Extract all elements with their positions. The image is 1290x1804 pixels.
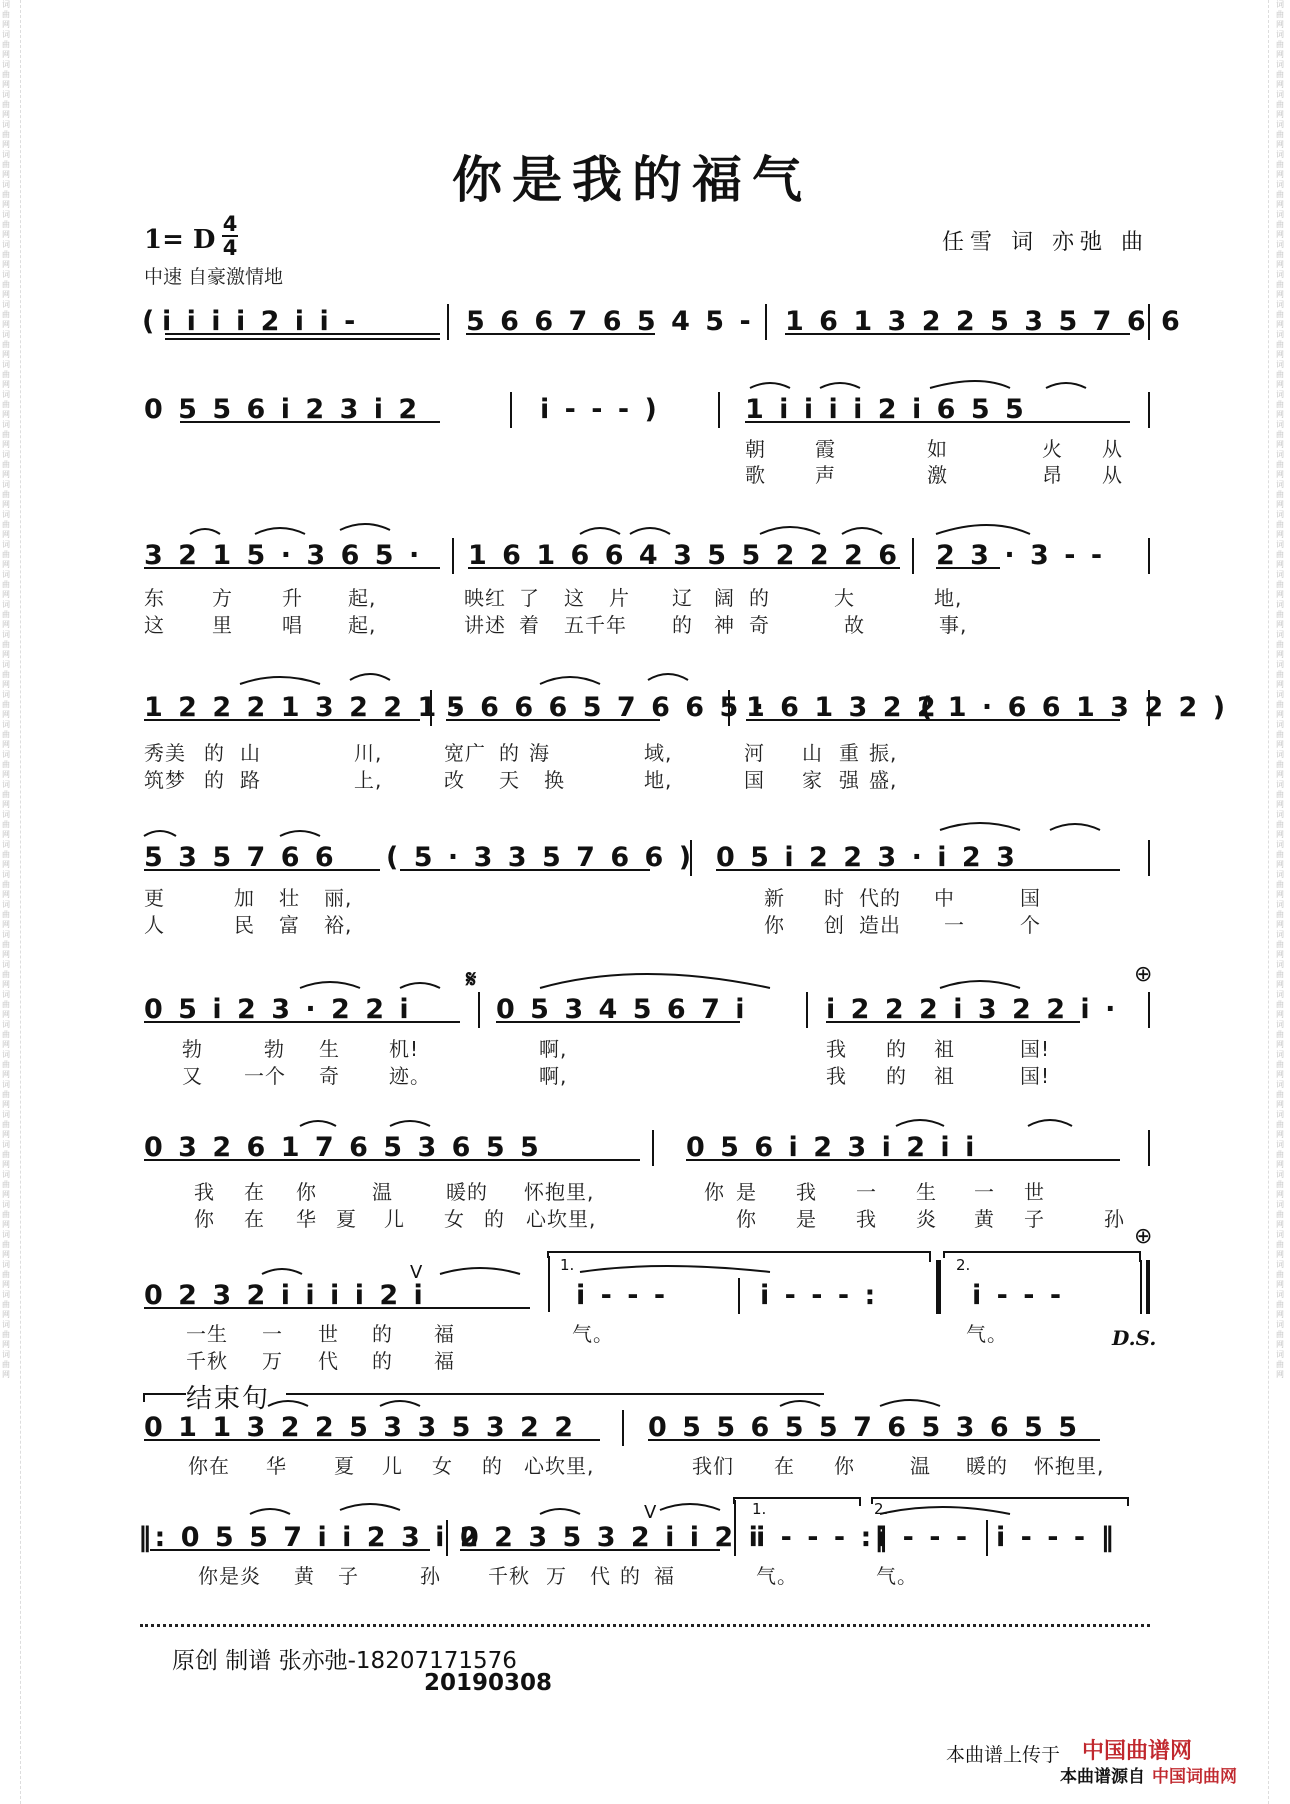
lyric-syllable: 这 xyxy=(564,586,585,610)
slur xyxy=(240,677,320,684)
lyric-syllable: 五千年 xyxy=(564,613,627,637)
lyric-syllable: 事, xyxy=(939,613,968,637)
lyric-syllable: 福 xyxy=(434,1349,455,1373)
lyric-syllable: 映红 xyxy=(464,586,506,610)
ending-section-label: 结束句 xyxy=(186,1384,271,1414)
row8-measure2: i - - - xyxy=(576,1280,669,1311)
row10-measure5: i - - - ‖ xyxy=(996,1522,1117,1553)
slur xyxy=(880,1400,940,1406)
slur xyxy=(300,1121,336,1126)
slur xyxy=(580,528,620,534)
row1-open-paren: ( xyxy=(142,306,158,337)
repeat-end-barline xyxy=(936,1260,941,1314)
barline xyxy=(1148,1130,1150,1166)
lyric-syllable: 昂 xyxy=(1042,463,1063,487)
side-watermark-left: 词曲网词曲网词曲网词曲网词曲网词曲网词曲网词曲网词曲网词曲网词曲网词曲网词曲网词曲网词曲网词曲网词曲网词曲网词曲网词曲网词曲网词曲网词曲网词曲网词曲网词曲网词曲网词曲网词曲网词曲网词曲网词曲网词曲网词曲网词曲网词曲网词曲网词曲网词曲网词曲网词曲网词曲网词曲网词曲网词曲网词曲网 xyxy=(2,0,10,1379)
lyric-syllable: 地, xyxy=(644,768,673,792)
lyric-syllable: 我 xyxy=(826,1064,847,1088)
lyric-syllable: 富 xyxy=(279,913,300,937)
barline xyxy=(1148,840,1150,876)
slur xyxy=(750,383,790,388)
barline xyxy=(548,1256,550,1312)
lyric-syllable: 秀美 xyxy=(144,741,186,765)
barline xyxy=(652,1130,654,1166)
volta-bracket xyxy=(944,1252,1140,1262)
upload-note: 本曲谱上传于 xyxy=(946,1744,1061,1766)
coda-icon: ⊕ xyxy=(1134,1224,1153,1249)
lyric-syllable: 阔 xyxy=(714,586,735,610)
slur xyxy=(760,527,820,534)
lyric-syllable: 我 xyxy=(826,1037,847,1061)
slur xyxy=(268,1401,308,1406)
lyric-syllable: 夏 xyxy=(334,1454,355,1478)
date-stamp: 20190308 xyxy=(424,1670,553,1696)
coda-icon: ⊕ xyxy=(1134,962,1153,987)
lyric-syllable: 升 xyxy=(282,586,303,610)
ciqu-logo[interactable]: 中国词曲网 xyxy=(1152,1767,1237,1787)
lyric-syllable: 女 xyxy=(444,1207,465,1231)
slur xyxy=(630,528,670,534)
source-note: 本曲谱源自 xyxy=(1060,1767,1145,1787)
lyric-syllable: 女 xyxy=(432,1454,453,1478)
lyric-syllable: 世 xyxy=(318,1322,339,1346)
lyric-syllable: 的 xyxy=(672,613,693,637)
lyric-syllable: 如 xyxy=(927,437,948,461)
slur xyxy=(940,823,1020,830)
lyric-syllable: 故 xyxy=(844,613,865,637)
slur xyxy=(350,674,390,680)
lyric-syllable: 生 xyxy=(916,1180,937,1204)
barline xyxy=(986,1520,988,1556)
lyric-syllable: 啊, xyxy=(539,1037,568,1061)
row3-measure2: 1 6 1 6 6 4 3 5 5 2 2 2 6 xyxy=(468,540,901,571)
lyric-syllable: 山 xyxy=(802,741,823,765)
time-signature-top: 4 xyxy=(222,212,238,236)
row3-measure1: 3 2 1 5 · 3 6 5 · xyxy=(144,540,423,571)
lyric-syllable: 的 xyxy=(620,1564,641,1588)
side-watermark-right: 词曲网词曲网词曲网词曲网词曲网词曲网词曲网词曲网词曲网词曲网词曲网词曲网词曲网词曲网词曲网词曲网词曲网词曲网词曲网词曲网词曲网词曲网词曲网词曲网词曲网词曲网词曲网词曲网词曲网词曲网词曲网词曲网词曲网词曲网词曲网词曲网词曲网词曲网词曲网词曲网词曲网词曲网词曲网词曲网词曲网词曲网 xyxy=(1276,0,1284,1379)
lyric-syllable: 声 xyxy=(815,463,836,487)
volta-1-label: 1. xyxy=(752,1500,767,1518)
lyric-syllable: 川, xyxy=(354,741,383,765)
lyric-syllable: 我 xyxy=(856,1207,877,1231)
slur xyxy=(842,528,882,534)
row8-measure4: i - - - xyxy=(972,1280,1065,1311)
row2-measure1: 0 5 5 6 i 2 3 i 2 xyxy=(144,394,421,425)
lyric-syllable: 一个 xyxy=(244,1064,286,1088)
lyric-syllable: 里 xyxy=(212,613,233,637)
lyric-syllable: 世 xyxy=(1024,1180,1045,1204)
lyric-syllable: 心坎里, xyxy=(524,1454,595,1478)
barline xyxy=(1148,538,1150,574)
lyric-syllable: 奇 xyxy=(749,613,770,637)
row4-measure1: 1 2 2 2 1 3 2 2 1 · xyxy=(144,692,465,723)
lyric-syllable: 温 xyxy=(372,1180,393,1204)
lyric-syllable: 代 xyxy=(590,1564,611,1588)
barline xyxy=(728,690,730,726)
lyric-syllable: 你在 xyxy=(188,1454,230,1478)
ds-marking: D.S. xyxy=(1112,1326,1157,1350)
lyric-syllable: 壮 xyxy=(279,886,300,910)
lyric-syllable: 片 xyxy=(609,586,630,610)
lyric-syllable: 迹。 xyxy=(389,1064,431,1088)
lyric-syllable: 天 xyxy=(499,768,520,792)
lyric-syllable: 家 xyxy=(802,768,823,792)
lyric-syllable: 华 xyxy=(296,1207,317,1231)
lyric-syllable: 域, xyxy=(644,741,673,765)
row9-measure2: 0 5 5 6 5 5 7 6 5 3 6 5 5 xyxy=(648,1412,1081,1443)
lyric-syllable: 勃 xyxy=(182,1037,203,1061)
volta-2-label: 2. xyxy=(956,1256,971,1274)
lyric-syllable: 你 xyxy=(764,913,785,937)
lyric-syllable: 在 xyxy=(774,1454,795,1478)
lyric-syllable: 祖 xyxy=(934,1064,955,1088)
tie xyxy=(880,1507,1010,1514)
row5-interlude: ( 5 · 3 3 5 7 6 6 ) xyxy=(386,842,695,873)
lyric-syllable: 子 xyxy=(1024,1207,1045,1231)
row10-measure2: 0 2 3 5 3 2 i i 2 i xyxy=(460,1522,761,1553)
lyric-syllable: 丽, xyxy=(324,886,353,910)
slur xyxy=(340,524,390,530)
row4-measure3b: ( 1 · 6 6 1 3 2 2 ) xyxy=(920,692,1229,723)
lyric-syllable: 振, xyxy=(869,741,898,765)
slur xyxy=(540,974,770,988)
slur xyxy=(896,1120,944,1126)
lyric-syllable: 重 xyxy=(839,741,860,765)
lyric-syllable: 儿 xyxy=(384,1207,405,1231)
slur xyxy=(440,1268,520,1274)
lyric-syllable: 在 xyxy=(244,1207,265,1231)
row1-measure1: i i i i 2 i i - xyxy=(162,306,359,337)
slur xyxy=(540,1509,580,1514)
lyric-syllable: 盛, xyxy=(869,768,898,792)
row1-measure3: 1 6 1 3 2 2 5 3 5 7 6 6 xyxy=(785,306,1183,337)
lyric-syllable: 方 xyxy=(212,586,233,610)
arranger-credit: 原创 制谱 张亦弛-18207171576 xyxy=(172,1648,517,1674)
lyric-syllable: 子 xyxy=(338,1564,359,1588)
barline xyxy=(446,1520,448,1556)
lyric-syllable: 从 xyxy=(1102,463,1123,487)
lyric-syllable: 的 xyxy=(886,1037,907,1061)
slur xyxy=(280,831,320,836)
lyric-syllable: 怀抱里, xyxy=(1034,1454,1105,1478)
slur xyxy=(780,1401,820,1406)
lyric-syllable: 国! xyxy=(1020,1064,1051,1088)
lyric-syllable: 东 xyxy=(144,586,165,610)
lyric-syllable: 一 xyxy=(856,1180,877,1204)
lyric-syllable: 路 xyxy=(240,768,261,792)
tie xyxy=(580,1266,770,1272)
lyric-syllable: 着 xyxy=(519,613,540,637)
lyric-syllable: 气。 xyxy=(876,1564,918,1588)
lyric-syllable: 造出 xyxy=(859,913,901,937)
lyric-syllable: 讲述 xyxy=(464,613,506,637)
slur xyxy=(540,677,600,684)
lyric-syllable: 祖 xyxy=(934,1037,955,1061)
lyric-syllable: 中 xyxy=(934,886,955,910)
row2-measure2: i - - - ) xyxy=(540,394,660,425)
row6-measure2: 0 5 3 4 5 6 7 i xyxy=(496,994,748,1025)
barline xyxy=(738,1278,740,1314)
lyric-syllable: 福 xyxy=(434,1322,455,1346)
lyric-syllable: 我们 xyxy=(692,1454,734,1478)
lyric-syllable: 代的 xyxy=(859,886,901,910)
tempo-marking: 中速 自豪激情地 xyxy=(144,266,284,288)
row5-measure1: 5 3 5 7 6 6 xyxy=(144,842,337,873)
slur xyxy=(1046,383,1086,388)
lyric-syllable: 民 xyxy=(234,913,255,937)
barline xyxy=(1148,304,1150,340)
barline xyxy=(690,840,692,876)
lyric-syllable: 时 xyxy=(824,886,845,910)
lyric-syllable: 一 xyxy=(944,913,965,937)
lyric-syllable: 啊, xyxy=(539,1064,568,1088)
row6-measure3: i 2 2 2 i 3 2 2 i · xyxy=(826,994,1119,1025)
lyric-syllable: 的 xyxy=(484,1207,505,1231)
lyric-syllable: 的 xyxy=(204,741,225,765)
lyric-syllable: 神 xyxy=(714,613,735,637)
section-bracket xyxy=(144,1394,186,1402)
lyric-syllable: 暖的 xyxy=(966,1454,1008,1478)
row3-measure3: 2 3 · 3 - - xyxy=(936,540,1106,571)
lyric-syllable: 国 xyxy=(744,768,765,792)
lyric-syllable: 你 xyxy=(834,1454,855,1478)
barline xyxy=(430,690,432,726)
row4-measure2: 5 6 6 6 5 7 6 6 5 · xyxy=(446,692,767,723)
slur xyxy=(250,1509,290,1514)
lyric-syllable: 气。 xyxy=(756,1564,798,1588)
lyric-syllable: 心坎里, xyxy=(526,1207,597,1231)
lyric-syllable: 大 xyxy=(834,586,855,610)
lyric-syllable: 海 xyxy=(529,741,550,765)
volta-bracket xyxy=(548,1252,930,1262)
row10-measure3: i - - - :‖ xyxy=(756,1522,891,1553)
row6-measure1: 0 5 i 2 3 · 2 2 i xyxy=(144,994,412,1025)
barline xyxy=(622,1410,624,1446)
qupu-logo[interactable]: 中国曲谱网 xyxy=(1082,1739,1193,1764)
final-barline xyxy=(1140,1260,1142,1314)
barline xyxy=(510,392,512,428)
row1-measure2: 5 6 6 7 6 5 4 5 - xyxy=(466,306,754,337)
slur xyxy=(820,383,860,388)
lyric-syllable: 河 xyxy=(744,741,765,765)
breath-mark: V xyxy=(644,1502,657,1523)
page-border-left xyxy=(20,0,21,1804)
lyric-syllable: 上, xyxy=(354,768,383,792)
final-barline-thick xyxy=(1146,1260,1150,1314)
row9-measure1: 0 1 1 3 2 2 5 3 3 5 3 2 2 xyxy=(144,1412,577,1443)
lyric-syllable: 辽 xyxy=(672,586,693,610)
lyric-syllable: 更 xyxy=(144,886,165,910)
lyric-syllable: 换 xyxy=(544,768,565,792)
lyric-syllable: 加 xyxy=(234,886,255,910)
lyric-syllable: 个 xyxy=(1020,913,1041,937)
slur xyxy=(255,528,305,534)
lyric-syllable: 的 xyxy=(499,741,520,765)
lyric-syllable: 儿 xyxy=(382,1454,403,1478)
row10-measure1: ‖: 0 5 5 7 i i 2 3 i 2 xyxy=(138,1522,482,1553)
slur xyxy=(660,1504,720,1510)
lyric-syllable: 是 xyxy=(796,1207,817,1231)
lyric-syllable: 从 xyxy=(1102,437,1123,461)
lyric-syllable: 人 xyxy=(144,913,165,937)
lyric-syllable: 你 xyxy=(736,1207,757,1231)
lyric-syllable: 黄 xyxy=(974,1207,995,1231)
slur xyxy=(936,525,1030,534)
lyric-syllable: 新 xyxy=(764,886,785,910)
row8-measure3: i - - - : xyxy=(760,1280,879,1311)
barline xyxy=(478,992,480,1028)
barline xyxy=(912,538,914,574)
row10-measure4: i - - - xyxy=(878,1522,971,1553)
slur xyxy=(940,981,1020,988)
lyric-syllable: 裕, xyxy=(324,913,353,937)
lyric-syllable: 一 xyxy=(974,1180,995,1204)
row7-measure2: 0 5 6 i 2 3 i 2 i i xyxy=(686,1132,978,1163)
slur xyxy=(262,1269,302,1274)
lyric-syllable: 唱 xyxy=(282,613,303,637)
lyric-syllable: 一 xyxy=(262,1322,283,1346)
segno-icon: 𝄋 xyxy=(466,965,477,993)
lyric-syllable: 气。 xyxy=(966,1322,1008,1346)
slur xyxy=(300,982,360,988)
lyric-syllable: 的 xyxy=(204,768,225,792)
lyric-syllable: 的 xyxy=(372,1349,393,1373)
lyric-syllable: 暖的 xyxy=(446,1180,488,1204)
lyric-syllable: 我 xyxy=(194,1180,215,1204)
lyric-syllable: 的 xyxy=(749,586,770,610)
lyric-syllable: 又 xyxy=(182,1064,203,1088)
lyric-syllable: 的 xyxy=(886,1064,907,1088)
barline xyxy=(447,304,449,340)
lyric-syllable: 怀抱里, xyxy=(524,1180,595,1204)
row8-measure1: 0 2 3 2 i i i i 2 i xyxy=(144,1280,426,1311)
key-signature: 1= D xyxy=(144,225,216,255)
lyric-syllable: 夏 xyxy=(336,1207,357,1231)
lyric-syllable: 你 xyxy=(296,1180,317,1204)
lyric-syllable: 霞 xyxy=(815,437,836,461)
lyric-syllable: 你 xyxy=(704,1180,725,1204)
lyric-syllable: 激 xyxy=(927,463,948,487)
slur xyxy=(390,1121,430,1126)
lyric-syllable: 地, xyxy=(934,586,963,610)
slur xyxy=(930,381,1010,388)
barline xyxy=(1148,392,1150,428)
lyric-syllable: 机! xyxy=(389,1037,420,1061)
barline xyxy=(734,1500,736,1556)
slur xyxy=(190,529,220,534)
lyric-syllable: 生 xyxy=(319,1037,340,1061)
lyric-syllable: 的 xyxy=(372,1322,393,1346)
row4-measure3: 1 6 1 3 2 2 xyxy=(746,692,939,723)
slur xyxy=(144,831,176,836)
barline xyxy=(765,304,767,340)
lyric-syllable: 你是炎 xyxy=(198,1564,261,1588)
lyric-syllable: 华 xyxy=(266,1454,287,1478)
slur xyxy=(380,1401,420,1406)
lyric-syllable: 歌 xyxy=(745,463,766,487)
lyric-syllable: 黄 xyxy=(294,1564,315,1588)
volta-bracket xyxy=(872,1498,1128,1506)
slur xyxy=(1050,824,1100,830)
lyric-syllable: 了 xyxy=(519,586,540,610)
footer-divider xyxy=(140,1624,1150,1627)
song-title: 你是我的福气 xyxy=(452,150,812,209)
row5-measure2: 0 5 i 2 2 3 · i 2 3 xyxy=(716,842,1018,873)
lyric-syllable: 炎 xyxy=(916,1207,937,1231)
time-signature-bottom: 4 xyxy=(222,236,238,260)
lyric-syllable: 你 xyxy=(194,1207,215,1231)
lyric-syllable: 万 xyxy=(546,1564,567,1588)
lyric-syllable: 火 xyxy=(1042,437,1063,461)
lyric-syllable: 山 xyxy=(240,741,261,765)
lyric-syllable: 气。 xyxy=(572,1322,614,1346)
lyric-syllable: 我 xyxy=(796,1180,817,1204)
slur xyxy=(1028,1120,1072,1126)
barline xyxy=(806,992,808,1028)
volta-2-label: 2. xyxy=(874,1500,889,1518)
lyric-syllable: 一生 xyxy=(186,1322,228,1346)
lyric-syllable: 在 xyxy=(244,1180,265,1204)
lyric-syllable: 千秋 xyxy=(186,1349,228,1373)
lyric-syllable: 这 xyxy=(144,613,165,637)
barline xyxy=(1148,690,1150,726)
lyric-syllable: 改 xyxy=(444,768,465,792)
lyric-syllable: 温 xyxy=(910,1454,931,1478)
volta-1-label: 1. xyxy=(560,1256,575,1274)
lyric-syllable: 筑梦 xyxy=(144,768,186,792)
barline xyxy=(452,538,454,574)
lyric-syllable: 国 xyxy=(1020,886,1041,910)
lyric-syllable: 孙 xyxy=(420,1564,441,1588)
barline xyxy=(1148,992,1150,1028)
page-border-right xyxy=(1268,0,1269,1804)
breath-mark: V xyxy=(410,1262,423,1283)
lyric-syllable: 起, xyxy=(348,613,377,637)
barline xyxy=(718,392,720,428)
lyric-syllable: 国! xyxy=(1020,1037,1051,1061)
lyric-syllable: 代 xyxy=(318,1349,339,1373)
lyric-syllable: 万 xyxy=(262,1349,283,1373)
lyric-syllable: 起, xyxy=(348,586,377,610)
lyric-syllable: 宽广 xyxy=(444,741,486,765)
lyric-syllable: 的 xyxy=(482,1454,503,1478)
time-signature xyxy=(222,214,238,258)
slur xyxy=(400,983,440,988)
lyric-syllable: 是 xyxy=(736,1180,757,1204)
lyric-syllable: 福 xyxy=(654,1564,675,1588)
row2-measure3: 1 i i i i 2 i 6 5 5 xyxy=(745,394,1027,425)
slur xyxy=(340,1504,400,1510)
lyric-syllable: 创 xyxy=(824,913,845,937)
lyric-syllable: 奇 xyxy=(319,1064,340,1088)
lyric-syllable: 千秋 xyxy=(488,1564,530,1588)
lyric-syllable: 勃 xyxy=(264,1037,285,1061)
credits: 任雪 词 亦弛 曲 xyxy=(942,230,1149,255)
lyric-syllable: 强 xyxy=(839,768,860,792)
lyric-syllable: 孙 xyxy=(1104,1207,1125,1231)
lyric-syllable: 朝 xyxy=(745,437,766,461)
slur xyxy=(648,674,688,680)
row7-measure1: 0 3 2 6 1 7 6 5 3 6 5 5 xyxy=(144,1132,542,1163)
